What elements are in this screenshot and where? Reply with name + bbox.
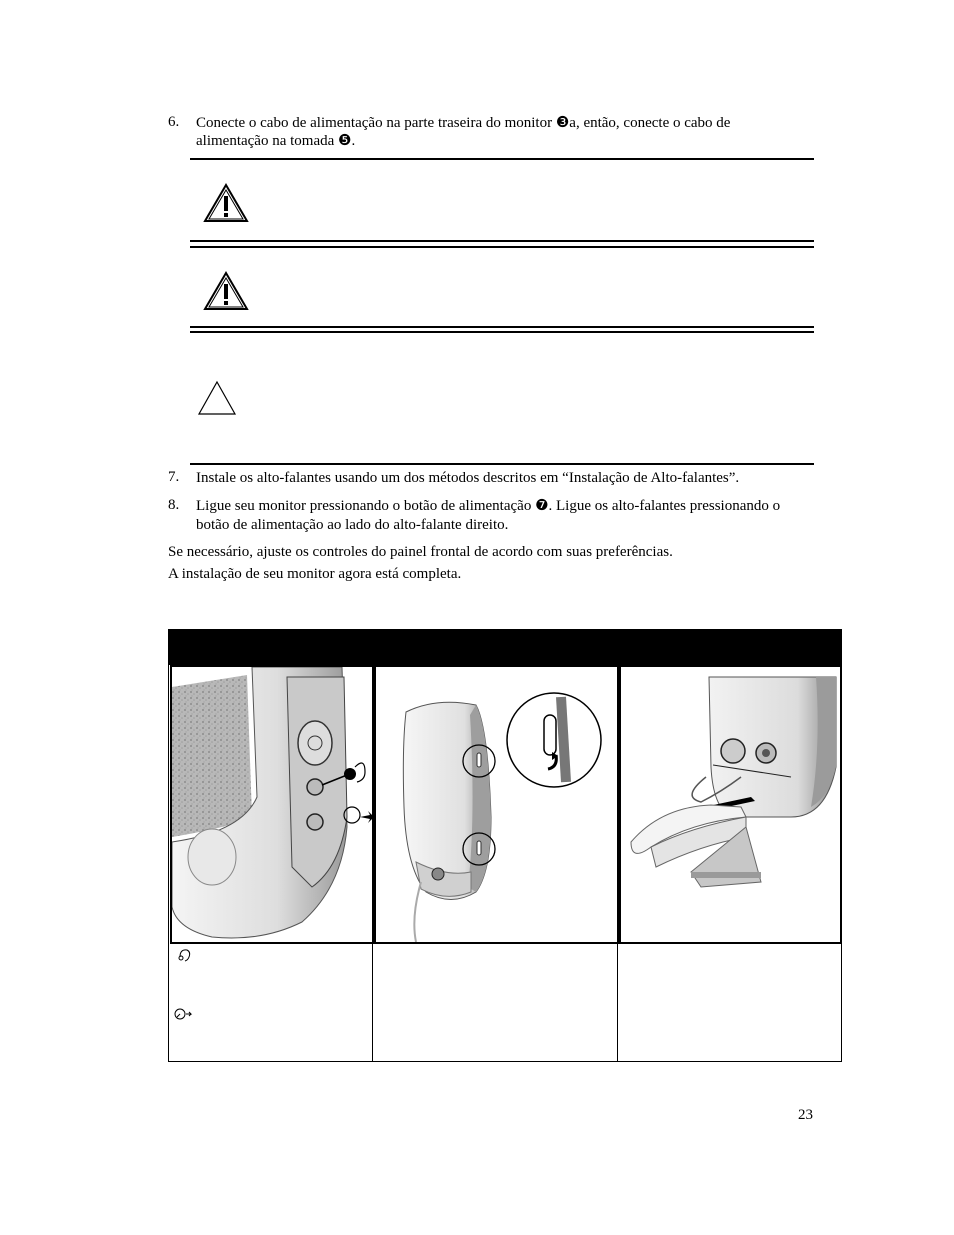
warning-box-2-bottom-rule	[190, 326, 814, 328]
step-7-line-1: Instale os alto-falantes usando um dos métodos descritos em “Instalação de Alto-falantes”.	[196, 470, 740, 486]
caution-box-top-rule	[190, 331, 814, 333]
caution-triangle-icon	[197, 380, 237, 416]
warning-triangle-icon	[202, 270, 250, 312]
step-6-line-1: Conecte o cabo de alimentação na parte traseira do monitor ❸a, então, conecte o cabo de	[196, 115, 731, 131]
caution-box-bottom-rule	[190, 463, 814, 465]
warning-triangle-icon	[202, 182, 250, 224]
speaker-jacks-illustration	[170, 665, 374, 944]
warning-box-2-top-rule	[190, 246, 814, 248]
warning-box-1-top-rule	[190, 158, 814, 160]
speaker-table-header	[168, 629, 842, 665]
headphone-jack-icon	[176, 947, 192, 966]
step-8-line-2: botão de alimentação ao lado do alto-falante direito.	[196, 517, 509, 533]
step-6-line-2: alimentação na tomada ❺.	[196, 133, 356, 149]
adjust-controls-paragraph: Se necessário, ajuste os controles do painel frontal de acordo com suas preferências.	[168, 544, 673, 560]
step-8-number: 8.	[168, 497, 180, 513]
step-6-number: 6.	[168, 114, 180, 130]
speaker-stand-illustration	[619, 665, 842, 944]
installation-complete-paragraph: A instalação de seu monitor agora está completa.	[168, 566, 462, 582]
microphone-jack-icon	[174, 1007, 194, 1024]
page-number: 23	[798, 1107, 813, 1123]
speaker-mounting-slots-illustration	[374, 665, 619, 944]
step-8-line-1: Ligue seu monitor pressionando o botão de alimentação ❼. Ligue os alto-falantes pressionando o	[196, 498, 781, 514]
step-7-number: 7.	[168, 469, 180, 485]
warning-box-1-bottom-rule	[190, 240, 814, 242]
